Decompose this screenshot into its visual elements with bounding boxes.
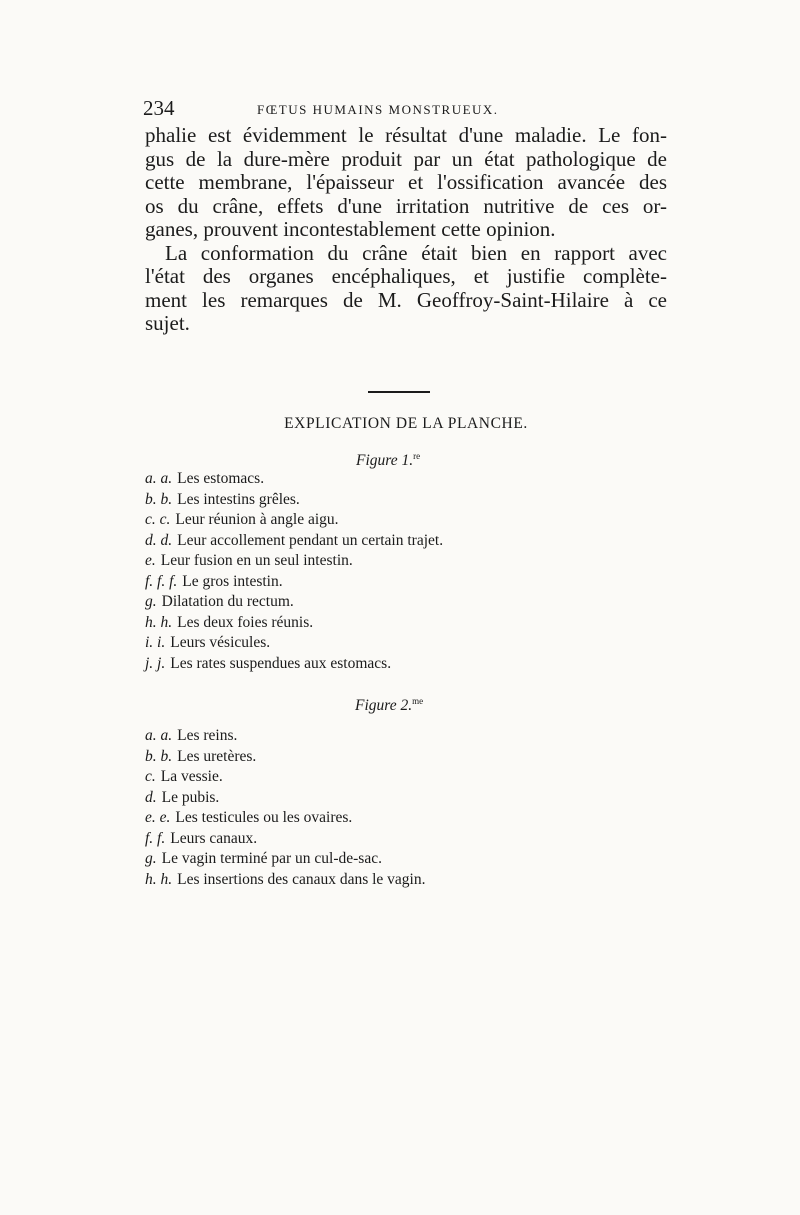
paragraph-continuation: [145, 124, 667, 242]
legend-text: Les rates suspendues aux estomacs.: [170, 654, 392, 672]
legend-key: g.: [145, 850, 157, 867]
legend-key: j. j.: [145, 654, 166, 672]
legend-item: [145, 870, 426, 891]
legend-text: Les testicules ou les ovaires.: [175, 809, 353, 826]
text-line: cette membrane, l'épaisseur et l'ossification avancée des: [145, 170, 667, 194]
legend-text: Les uretères.: [177, 747, 257, 765]
figure-1-superscript: re: [413, 451, 421, 461]
page-header: [143, 96, 543, 120]
legend-text: Les deux foies réunis.: [177, 613, 314, 631]
text-line: La conformation du crâne était bien en rapport avec: [165, 240, 667, 265]
legend-text: Les intestins grêles.: [177, 490, 300, 508]
legend-item: [145, 849, 426, 870]
legend-item: [145, 490, 443, 511]
legend-item: [145, 592, 443, 613]
legend-key: a. a.: [145, 470, 173, 487]
figure-2-legend: [145, 726, 426, 890]
legend-text: Les reins.: [177, 727, 238, 744]
legend-item: [145, 808, 426, 829]
paragraph-conformation: [145, 242, 667, 336]
legend-item: [145, 654, 443, 675]
legend-item: [145, 551, 443, 572]
text-line: os du crâne, effets d'une irritation nutritive de ces or-: [145, 193, 667, 218]
page-number: 234: [143, 96, 175, 120]
text-line: ganes, prouvent incontestablement cette opinion.: [145, 217, 556, 241]
legend-text: Les estomacs.: [177, 470, 265, 487]
figure-1-legend: [145, 469, 443, 674]
figure-1-label: Figure 1.: [356, 452, 414, 469]
legend-text: Le gros intestin.: [182, 572, 283, 590]
section-divider: [368, 391, 430, 393]
legend-item: [145, 572, 443, 593]
legend-item: [145, 531, 443, 552]
figure-1-heading: [356, 451, 420, 470]
legend-item: [145, 747, 426, 768]
legend-text: Leur accollement pendant un certain trajet.: [177, 531, 444, 549]
legend-key: d.: [145, 788, 157, 806]
text-line: phalie est évidemment le résultat d'une maladie. Le fon-: [145, 123, 667, 147]
legend-text: Leurs canaux.: [170, 829, 258, 847]
legend-text: Leur fusion en un seul intestin.: [160, 552, 353, 569]
legend-key: h. h.: [145, 613, 173, 631]
legend-text: La vessie.: [160, 768, 223, 785]
legend-item: [145, 767, 426, 788]
legend-key: e.: [145, 552, 156, 569]
legend-item: [145, 788, 426, 809]
legend-key: d. d.: [145, 531, 173, 549]
running-head: FŒTUS HUMAINS MONSTRUEUX.: [257, 102, 499, 117]
legend-key: b. b.: [145, 747, 173, 765]
figure-2-heading: [355, 696, 423, 715]
legend-text: Dilatation du rectum.: [161, 593, 294, 610]
legend-text: Leur réunion à angle aigu.: [175, 511, 339, 528]
legend-key: h. h.: [145, 870, 173, 888]
legend-key: f. f. f.: [145, 572, 178, 590]
legend-text: Leurs vésicules.: [170, 634, 271, 651]
legend-text: Les insertions des canaux dans le vagin.: [177, 870, 426, 888]
legend-item: [145, 726, 426, 747]
legend-item: [145, 633, 443, 654]
text-line: ment les remarques de M. Geoffroy-Saint-Hilaire à ce: [145, 287, 667, 312]
legend-key: b. b.: [145, 490, 173, 508]
legend-text: Le vagin terminé par un cul-de-sac.: [161, 850, 382, 867]
legend-key: g.: [145, 593, 157, 610]
legend-item: [145, 829, 426, 850]
text-line: sujet.: [145, 311, 190, 335]
figure-2-label: Figure 2.: [355, 697, 413, 714]
figure-2-superscript: me: [412, 696, 424, 706]
legend-key: e. e.: [145, 809, 171, 826]
legend-key: c.: [145, 768, 156, 785]
text-line: gus de la dure-mère produit par un état pathologique de: [145, 146, 667, 171]
legend-key: i. i.: [145, 634, 166, 651]
legend-key: a. a.: [145, 727, 173, 744]
legend-item: [145, 510, 443, 531]
legend-text: Le pubis.: [161, 788, 220, 806]
legend-key: f. f.: [145, 829, 166, 847]
body-text: [145, 124, 667, 336]
legend-key: c. c.: [145, 511, 171, 528]
legend-item: [145, 469, 443, 490]
section-title: EXPLICATION DE LA PLANCHE.: [284, 415, 528, 432]
text-line: l'état des organes encéphaliques, et justifie complète-: [145, 264, 667, 288]
legend-item: [145, 613, 443, 634]
